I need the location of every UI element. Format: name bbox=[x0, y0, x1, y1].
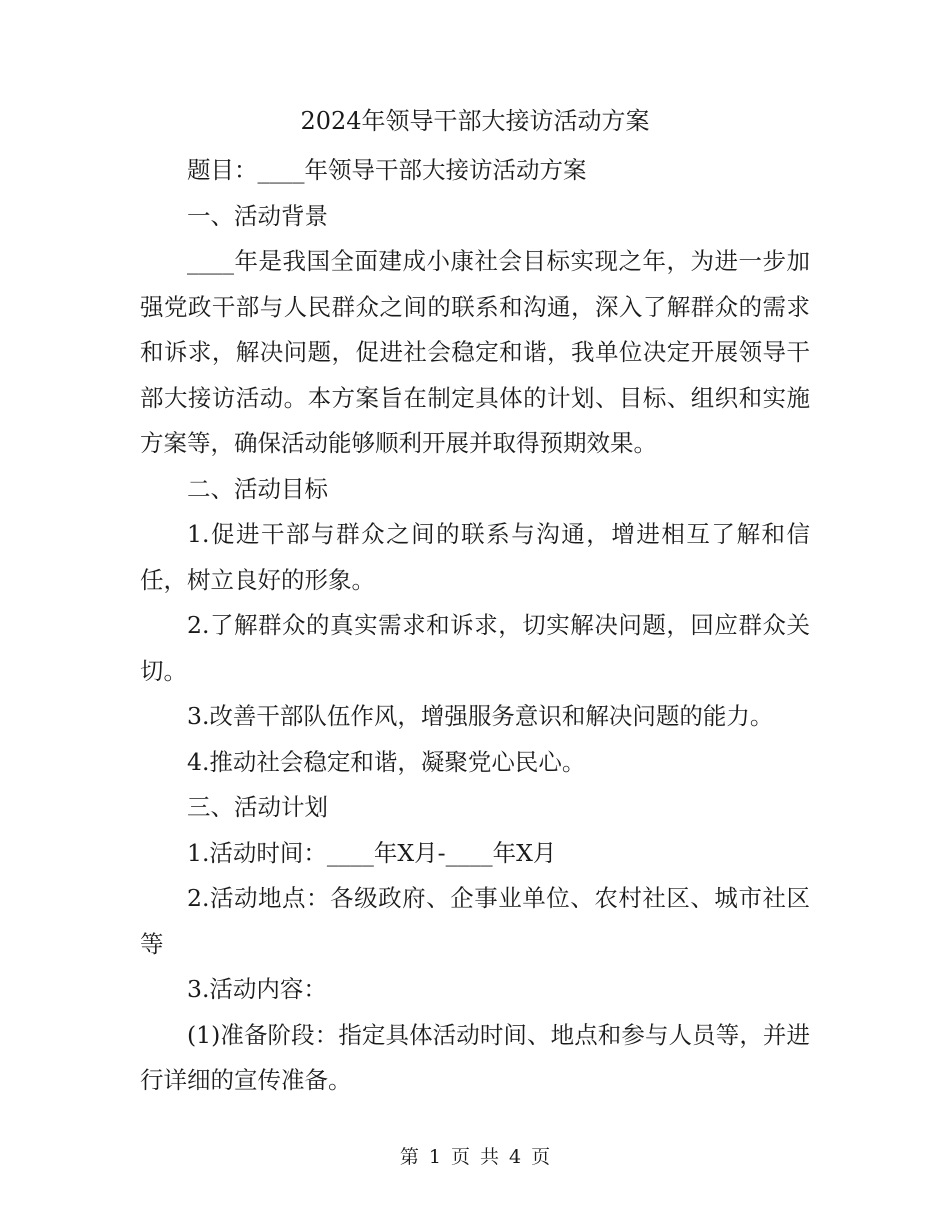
document-title: 2024年领导干部大接访活动方案 bbox=[300, 107, 650, 135]
plan-item-content: 3.活动内容： bbox=[187, 975, 327, 1003]
section-heading-plan: 三、活动计划 bbox=[187, 793, 328, 821]
goal-item-3: 3.改善干部队伍作风，增强服务意识和解决问题的能力。 bbox=[187, 702, 774, 730]
goal-item-2: 2.了解群众的真实需求和诉求，切实解决问题，回应群众关切。 bbox=[140, 611, 810, 685]
plan-item-time: 1.活动时间：____年X月-____年X月 bbox=[187, 838, 557, 867]
plan-item-location: 2.活动地点：各级政府、企事业单位、农村社区、城市社区等 bbox=[140, 884, 810, 958]
page-footer: 第 1 页 共 4 页 bbox=[399, 1146, 551, 1168]
goal-item-4: 4.推动社会稳定和谐，凝聚党心民心。 bbox=[187, 747, 586, 776]
subject-line: 题目：____年领导干部大接访活动方案 bbox=[187, 156, 587, 184]
section-heading-background: 一、活动背景 bbox=[187, 201, 328, 230]
section-heading-goals: 二、活动目标 bbox=[187, 474, 328, 503]
goal-item-1: 1.促进干部与群众之间的联系与沟通，增进相互了解和信任，树立良好的形象。 bbox=[140, 520, 810, 594]
background-paragraph: ____年是我国全面建成小康社会目标实现之年，为进一步加强党政干部与人民群众之间的联系和沟通，深入了解群众的需求和诉求，解决问题，促进社会稳定和谐，我单位决定开展领导干部大接访活动。本方案旨在制定具体的计划、目标、组织和实施方案等，确保活动能够顺利开展并取得预期效果。 bbox=[140, 247, 810, 457]
plan-item-preparation: (1)准备阶段：指定具体活动时间、地点和参与人员等，并进行详细的宣传准备。 bbox=[140, 1020, 810, 1094]
document-body bbox=[140, 148, 810, 1104]
